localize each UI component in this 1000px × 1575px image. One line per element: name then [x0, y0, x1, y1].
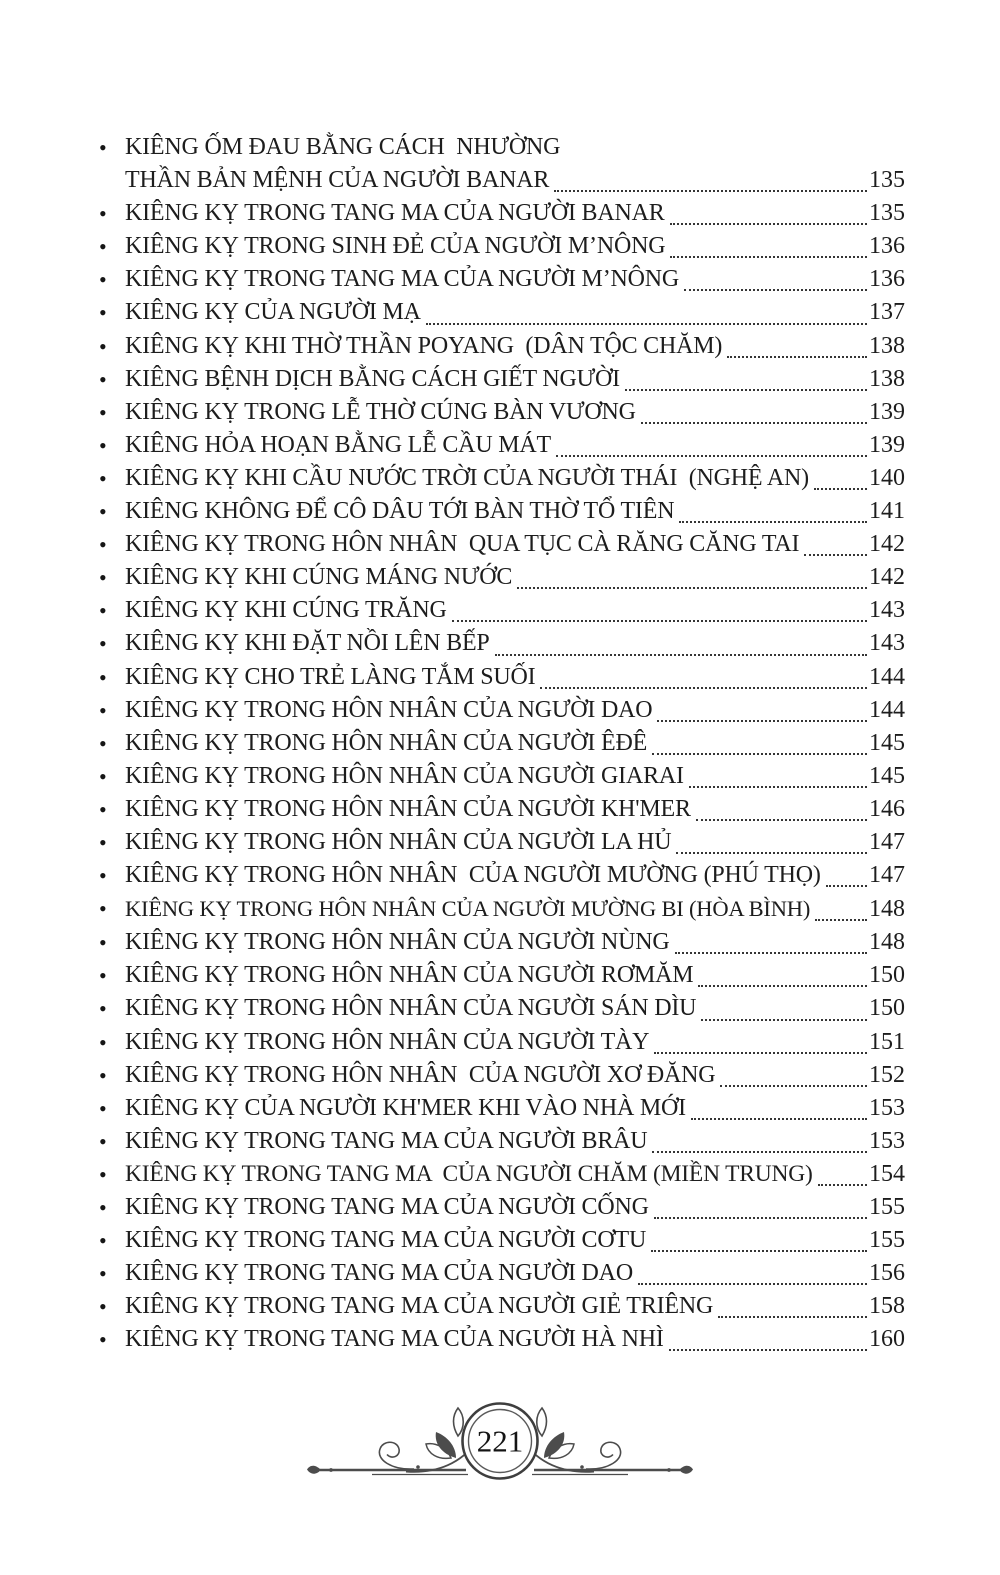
toc-entry — [99, 1191, 905, 1224]
toc-entry-title-line1: KIÊNG ỐM ĐAU BẰNG CÁCH NHƯỜNG — [125, 134, 561, 160]
toc-entry — [99, 396, 905, 429]
dotted-leader — [651, 1224, 867, 1252]
toc-entry-page-number: 153 — [869, 1127, 905, 1154]
toc-entry-content — [125, 661, 905, 694]
toc-entry — [99, 429, 905, 462]
toc-list — [99, 131, 905, 1356]
toc-entry-content — [125, 826, 905, 859]
toc-entry-content — [125, 793, 905, 826]
bullet-icon: • — [99, 763, 107, 789]
toc-entry-page-number: 152 — [869, 1061, 905, 1088]
toc-entry-main-row — [125, 396, 905, 429]
bullet-icon: • — [99, 135, 107, 160]
toc-entry-page-number: 153 — [869, 1094, 905, 1121]
dotted-leader — [652, 1125, 867, 1153]
toc-entry-main-row — [125, 164, 905, 197]
bullet-icon: • — [99, 1095, 107, 1121]
dotted-leader — [698, 959, 867, 987]
toc-entry-content — [125, 727, 905, 760]
dotted-leader — [652, 727, 867, 755]
toc-entry — [99, 1224, 905, 1257]
toc-entry-title: KIÊNG KỴ TRONG HÔN NHÂN CỦA NGƯỜI DAO — [125, 696, 653, 723]
toc-entry-title: KIÊNG BỆNH DỊCH BẰNG CÁCH GIẾT NGƯỜI — [125, 365, 620, 392]
dotted-leader — [670, 230, 867, 258]
bullet-icon: • — [99, 796, 107, 822]
toc-entry-title: KIÊNG KỴ TRONG HÔN NHÂN CỦA NGƯỜI TÀY — [125, 1028, 650, 1055]
toc-entry-page-number: 140 — [869, 464, 905, 491]
toc-entry-main-row — [125, 429, 905, 462]
toc-entry-page-number: 150 — [869, 995, 905, 1022]
toc-entry-title: KIÊNG KỴ TRONG TANG MA CỦA NGƯỜI CỐNG — [125, 1194, 649, 1220]
toc-entry-main-row — [125, 230, 905, 263]
bullet-icon: • — [99, 1261, 107, 1287]
toc-entry-title: KIÊNG KỴ KHI THỜ THẦN POYANG (DÂN TỘC CHĂM) — [125, 332, 723, 359]
toc-entry-page-number: 136 — [869, 266, 905, 293]
toc-entry-content — [125, 892, 905, 926]
toc-entry-main-row — [125, 992, 905, 1025]
toc-entry-title: KIÊNG KỴ TRONG TANG MA CỦA NGƯỜI DAO — [125, 1260, 633, 1287]
bullet-icon: • — [99, 664, 107, 690]
toc-entry-main-row — [125, 594, 905, 627]
toc-entry — [99, 495, 905, 528]
toc-entry-content — [125, 429, 905, 462]
toc-entry-title: KIÊNG KỴ TRONG HÔN NHÂN QUA TỤC CÀ RĂNG CĂNG TAI — [125, 531, 800, 558]
toc-entry-page-number: 150 — [869, 962, 905, 989]
toc-entry-page-number: 135 — [869, 200, 905, 227]
toc-entry — [99, 594, 905, 627]
toc-entry-main-row — [125, 926, 905, 959]
bullet-icon: • — [99, 234, 107, 260]
bullet-icon: • — [99, 1228, 107, 1254]
toc-entry-main-row — [125, 760, 905, 793]
toc-entry — [99, 528, 905, 561]
toc-entry-page-number: 143 — [869, 630, 905, 657]
toc-entry-content — [125, 1257, 905, 1290]
toc-entry-content — [125, 561, 905, 594]
toc-entry-title: KIÊNG KỴ TRONG HÔN NHÂN CỦA NGƯỜI SÁN DÌU — [125, 995, 697, 1022]
toc-entry-title: KIÊNG KỴ TRONG HÔN NHÂN CỦA NGƯỜI MƯỜNG BI (HÒA BÌNH) — [125, 896, 811, 922]
toc-entry-main-row — [125, 1059, 905, 1092]
footer-ornament — [306, 1396, 694, 1492]
toc-entry-title: KIÊNG KỴ TRONG HÔN NHÂN CỦA NGƯỜI NÙNG — [125, 929, 670, 956]
toc-entry-page-number: 144 — [869, 663, 905, 690]
toc-entry-content — [125, 363, 905, 396]
toc-entry-content — [125, 1158, 905, 1191]
toc-entry-main-row — [125, 528, 905, 561]
bullet-icon: • — [99, 1161, 107, 1187]
bullet-icon: • — [99, 201, 107, 227]
toc-entry-page-number: 148 — [869, 896, 905, 923]
toc-entry-page-number: 155 — [869, 1194, 905, 1220]
toc-entry — [99, 131, 905, 197]
toc-entry-title: KIÊNG KỴ TRONG HÔN NHÂN CỦA NGƯỜI GIARAI — [125, 762, 684, 789]
bullet-icon: • — [99, 598, 107, 624]
bullet-icon: • — [99, 300, 107, 326]
toc-entry — [99, 694, 905, 727]
bullet-icon: • — [99, 499, 107, 525]
toc-entry-main-row — [125, 263, 905, 296]
bullet-icon: • — [99, 1327, 107, 1353]
toc-entry-main-row — [125, 1290, 905, 1323]
toc-entry-content — [125, 462, 905, 495]
toc-entry — [99, 1323, 905, 1356]
toc-entry — [99, 1290, 905, 1323]
toc-entry-title: KIÊNG KỴ KHI CÚNG TRĂNG — [125, 597, 447, 624]
dotted-leader — [826, 859, 867, 887]
bullet-icon: • — [99, 896, 107, 922]
dotted-leader — [638, 1257, 867, 1285]
toc-entry-title: KIÊNG KỴ TRONG TANG MA CỦA NGƯỜI GIẺ TRIÊNG — [125, 1293, 714, 1320]
toc-entry-main-row — [125, 859, 905, 892]
toc-entry — [99, 263, 905, 296]
toc-entry — [99, 1092, 905, 1125]
toc-entry — [99, 826, 905, 859]
toc-entry-title: KIÊNG KỴ TRONG TANG MA CỦA NGƯỜI M’NÔNG — [125, 266, 680, 293]
toc-entry-title: KIÊNG KỴ KHI CÚNG MÁNG NƯỚC — [125, 564, 513, 591]
toc-entry-page-number: 146 — [869, 795, 905, 822]
toc-entry-content — [125, 1125, 905, 1158]
toc-entry — [99, 561, 905, 594]
bullet-icon: • — [99, 267, 107, 293]
toc-entry-page-number: 154 — [869, 1160, 905, 1187]
toc-entry-main-row — [125, 462, 905, 495]
toc-entry — [99, 1059, 905, 1092]
toc-entry-page-number: 138 — [869, 365, 905, 392]
toc-entry-page-number: 151 — [869, 1028, 905, 1055]
toc-entry-main-row — [125, 627, 905, 660]
toc-entry-title: KIÊNG KỴ CỦA NGƯỜI MẠ — [125, 299, 421, 326]
toc-entry-page-number: 142 — [869, 564, 905, 591]
bullet-icon: • — [99, 1195, 107, 1220]
toc-entry — [99, 859, 905, 892]
toc-entry-title: KIÊNG KỴ TRONG TANG MA CỦA NGƯỜI BANAR — [125, 200, 665, 227]
toc-entry-content — [125, 992, 905, 1025]
dotted-leader — [641, 396, 867, 424]
toc-entry-main-row — [125, 1191, 905, 1224]
toc-entry-main-row — [125, 1224, 905, 1257]
dotted-leader — [676, 826, 867, 854]
toc-entry-page-number: 135 — [869, 167, 905, 194]
toc-entry-main-row — [125, 826, 905, 859]
bullet-icon: • — [99, 829, 107, 855]
dotted-leader — [691, 1092, 867, 1120]
toc-entry-title: KIÊNG KỴ KHI ĐẶT NỒI LÊN BẾP — [125, 630, 490, 657]
dotted-leader — [818, 1158, 867, 1186]
toc-entry-title: KIÊNG KỴ CỦA NGƯỜI KH'MER KHI VÀO NHÀ MỚI — [125, 1094, 686, 1121]
toc-entry — [99, 992, 905, 1025]
toc-entry-main-row — [125, 1158, 905, 1191]
toc-entry-title: KIÊNG HỎA HOẠN BẰNG LỄ CẦU MÁT — [125, 431, 551, 458]
toc-entry-main-row — [125, 694, 905, 727]
toc-entry-main-row — [125, 1092, 905, 1125]
bullet-icon: • — [99, 366, 107, 392]
toc-entry-page-number: 138 — [869, 332, 905, 359]
toc-entry-main-row — [125, 561, 905, 594]
page-number: 221 — [476, 1423, 524, 1459]
toc-entry-main-row — [125, 892, 905, 926]
toc-entry-title: KIÊNG KỴ TRONG TANG MA CỦA NGƯỜI HÀ NHÌ — [125, 1326, 664, 1353]
toc-entry-content — [125, 296, 905, 329]
toc-entry-title: KIÊNG KỴ TRONG LỄ THỜ CÚNG BÀN VƯƠNG — [125, 398, 636, 425]
dotted-leader — [452, 594, 867, 622]
footer-ornament-svg — [306, 1396, 694, 1492]
toc-entry — [99, 727, 905, 760]
toc-entry-content — [125, 330, 905, 363]
toc-entry-main-row — [125, 363, 905, 396]
bullet-icon: • — [99, 1294, 107, 1320]
dotted-leader — [814, 462, 867, 490]
dotted-leader — [675, 926, 867, 954]
toc-entry-page-number: 136 — [869, 233, 905, 260]
toc-entry-main-row — [125, 1125, 905, 1158]
toc-entry-content — [125, 263, 905, 296]
toc-entry-title: KIÊNG KHÔNG ĐỂ CÔ DÂU TỚI BÀN THỜ TỔ TIÊN — [125, 498, 675, 525]
toc-entry-title: KIÊNG KỴ TRONG HÔN NHÂN CỦA NGƯỜI ÊĐÊ — [125, 729, 648, 756]
toc-entry-main-row — [125, 296, 905, 329]
toc-entry-title: KIÊNG KỴ TRONG HÔN NHÂN CỦA NGƯỜI LA HỦ — [125, 828, 672, 855]
dotted-leader — [540, 661, 867, 689]
toc-entry-page-number: 141 — [869, 498, 905, 525]
bullet-icon: • — [99, 399, 107, 425]
dotted-leader — [654, 1191, 867, 1219]
dotted-leader — [804, 528, 867, 556]
toc-entry-page-number: 160 — [869, 1326, 905, 1353]
toc-entry-content — [125, 1092, 905, 1125]
bullet-icon: • — [99, 1062, 107, 1088]
toc-entry-main-row — [125, 197, 905, 230]
dotted-leader — [517, 561, 867, 589]
toc-entry — [99, 1158, 905, 1191]
toc-entry — [99, 296, 905, 329]
dotted-leader — [554, 164, 867, 192]
toc-entry-content — [125, 594, 905, 627]
bullet-icon: • — [99, 697, 107, 723]
bullet-icon: • — [99, 996, 107, 1022]
toc-entry-main-row — [125, 959, 905, 992]
toc-entry-title: KIÊNG KỴ TRONG TANG MA CỦA NGƯỜI BRÂU — [125, 1127, 648, 1154]
toc-entry-content — [125, 926, 905, 959]
dotted-leader — [696, 793, 867, 821]
toc-entry-content — [125, 1323, 905, 1356]
bullet-icon: • — [99, 1029, 107, 1055]
toc-entry-content — [125, 1191, 905, 1224]
toc-entry-title: KIÊNG KỴ CHO TRẺ LÀNG TẮM SUỐI — [125, 663, 536, 690]
flourish-left — [307, 1408, 476, 1475]
toc-entry — [99, 760, 905, 793]
toc-entry-content — [125, 760, 905, 793]
toc-entry-content — [125, 627, 905, 660]
toc-entry-title: KIÊNG KỴ TRONG TANG MA CỦA NGƯỜI CƠTU — [125, 1227, 647, 1254]
toc-entry-content — [125, 131, 905, 197]
toc-entry — [99, 926, 905, 959]
toc-entry-content — [125, 1026, 905, 1059]
toc-entry-title: KIÊNG KỴ TRONG HÔN NHÂN CỦA NGƯỜI MƯỜNG (PHÚ THỌ) — [125, 862, 821, 889]
bullet-icon: • — [99, 1128, 107, 1154]
bullet-icon: • — [99, 863, 107, 889]
toc-entry-content — [125, 1059, 905, 1092]
toc-entry-page-number: 139 — [869, 431, 905, 458]
toc-entry-main-row — [125, 793, 905, 826]
toc-entry-title: KIÊNG KỴ KHI CẦU NƯỚC TRỜI CỦA NGƯỜI THÁI (NGHỆ AN) — [125, 464, 809, 491]
toc-entry-page-number: 147 — [869, 828, 905, 855]
toc-entry — [99, 959, 905, 992]
toc-entry-page-number: 142 — [869, 531, 905, 558]
toc-entry-title: KIÊNG KỴ TRONG HÔN NHÂN CỦA NGƯỜI KH'MER — [125, 795, 691, 822]
toc-entry-main-row — [125, 1026, 905, 1059]
toc-entry-page-number: 143 — [869, 597, 905, 624]
toc-entry-content — [125, 396, 905, 429]
bullet-icon: • — [99, 432, 107, 458]
dotted-leader — [718, 1290, 867, 1318]
bullet-icon: • — [99, 631, 107, 657]
toc-entry — [99, 1026, 905, 1059]
bullet-icon: • — [99, 333, 107, 359]
toc-entry-page-number: 158 — [869, 1293, 905, 1320]
toc-entry-main-row — [125, 495, 905, 528]
toc-entry-content — [125, 694, 905, 727]
toc-entry-title: KIÊNG KỴ TRONG SINH ĐẺ CỦA NGƯỜI M’NÔNG — [125, 233, 666, 260]
toc-entry-page-number: 155 — [869, 1227, 905, 1254]
dotted-leader — [689, 760, 867, 788]
toc-entry — [99, 1125, 905, 1158]
flourish-right — [524, 1408, 693, 1475]
toc-entry-content — [125, 197, 905, 230]
dotted-leader — [426, 296, 867, 324]
dotted-leader — [815, 892, 867, 921]
toc-entry-title: THẦN BẢN MỆNH CỦA NGƯỜI BANAR — [125, 167, 550, 194]
toc-entry-page-number: 147 — [869, 862, 905, 889]
toc-entry — [99, 661, 905, 694]
toc-entry-content — [125, 1224, 905, 1257]
toc-entry — [99, 627, 905, 660]
toc-entry-main-row — [125, 1257, 905, 1290]
toc-entry — [99, 793, 905, 826]
toc-entry-title: KIÊNG KỴ TRONG TANG MA CỦA NGƯỜI CHĂM (MIỀN TRUNG) — [125, 1160, 813, 1187]
bullet-icon: • — [99, 963, 107, 989]
toc-entry-content — [125, 495, 905, 528]
toc-entry — [99, 330, 905, 363]
dotted-leader — [625, 363, 867, 391]
toc-entry-title: KIÊNG KỴ TRONG HÔN NHÂN CỦA NGƯỜI RƠMĂM — [125, 962, 694, 989]
dotted-leader — [684, 263, 867, 291]
toc-entry-main-row — [125, 330, 905, 363]
toc-entry-content — [125, 959, 905, 992]
toc-entry-page-number: 137 — [869, 299, 905, 326]
bullet-icon: • — [99, 532, 107, 558]
toc-entry-content — [125, 1290, 905, 1323]
dotted-leader — [657, 694, 867, 722]
toc-entry — [99, 1257, 905, 1290]
bullet-icon: • — [99, 565, 107, 591]
dotted-leader — [720, 1059, 867, 1087]
toc-entry — [99, 363, 905, 396]
toc-entry-title: KIÊNG KỴ TRONG HÔN NHÂN CỦA NGƯỜI XƠ ĐĂNG — [125, 1061, 716, 1088]
toc-entry-page-number: 144 — [869, 696, 905, 723]
toc-entry-main-row — [125, 727, 905, 760]
dotted-leader — [670, 197, 867, 225]
dotted-leader — [495, 627, 867, 655]
toc-entry-content — [125, 528, 905, 561]
toc-entry-page-number: 145 — [869, 729, 905, 756]
toc-entry — [99, 462, 905, 495]
dotted-leader — [701, 992, 867, 1020]
dotted-leader — [679, 495, 867, 523]
toc-entry-content — [125, 230, 905, 263]
toc-entry — [99, 197, 905, 230]
toc-entry-main-row — [125, 1323, 905, 1356]
dotted-leader — [727, 330, 867, 358]
toc-entry-page-number: 139 — [869, 398, 905, 425]
dotted-leader — [669, 1323, 867, 1351]
dotted-leader — [654, 1026, 867, 1054]
toc-entry-page-number: 156 — [869, 1260, 905, 1287]
dotted-leader — [556, 429, 867, 457]
bullet-icon: • — [99, 930, 107, 956]
toc-entry — [99, 892, 905, 926]
toc-entry — [99, 230, 905, 263]
toc-entry-page-number: 145 — [869, 762, 905, 789]
toc-entry-main-row — [125, 661, 905, 694]
toc-entry-page-number: 148 — [869, 929, 905, 956]
toc-entry-content — [125, 859, 905, 892]
bullet-icon: • — [99, 465, 107, 491]
bullet-icon: • — [99, 730, 107, 756]
